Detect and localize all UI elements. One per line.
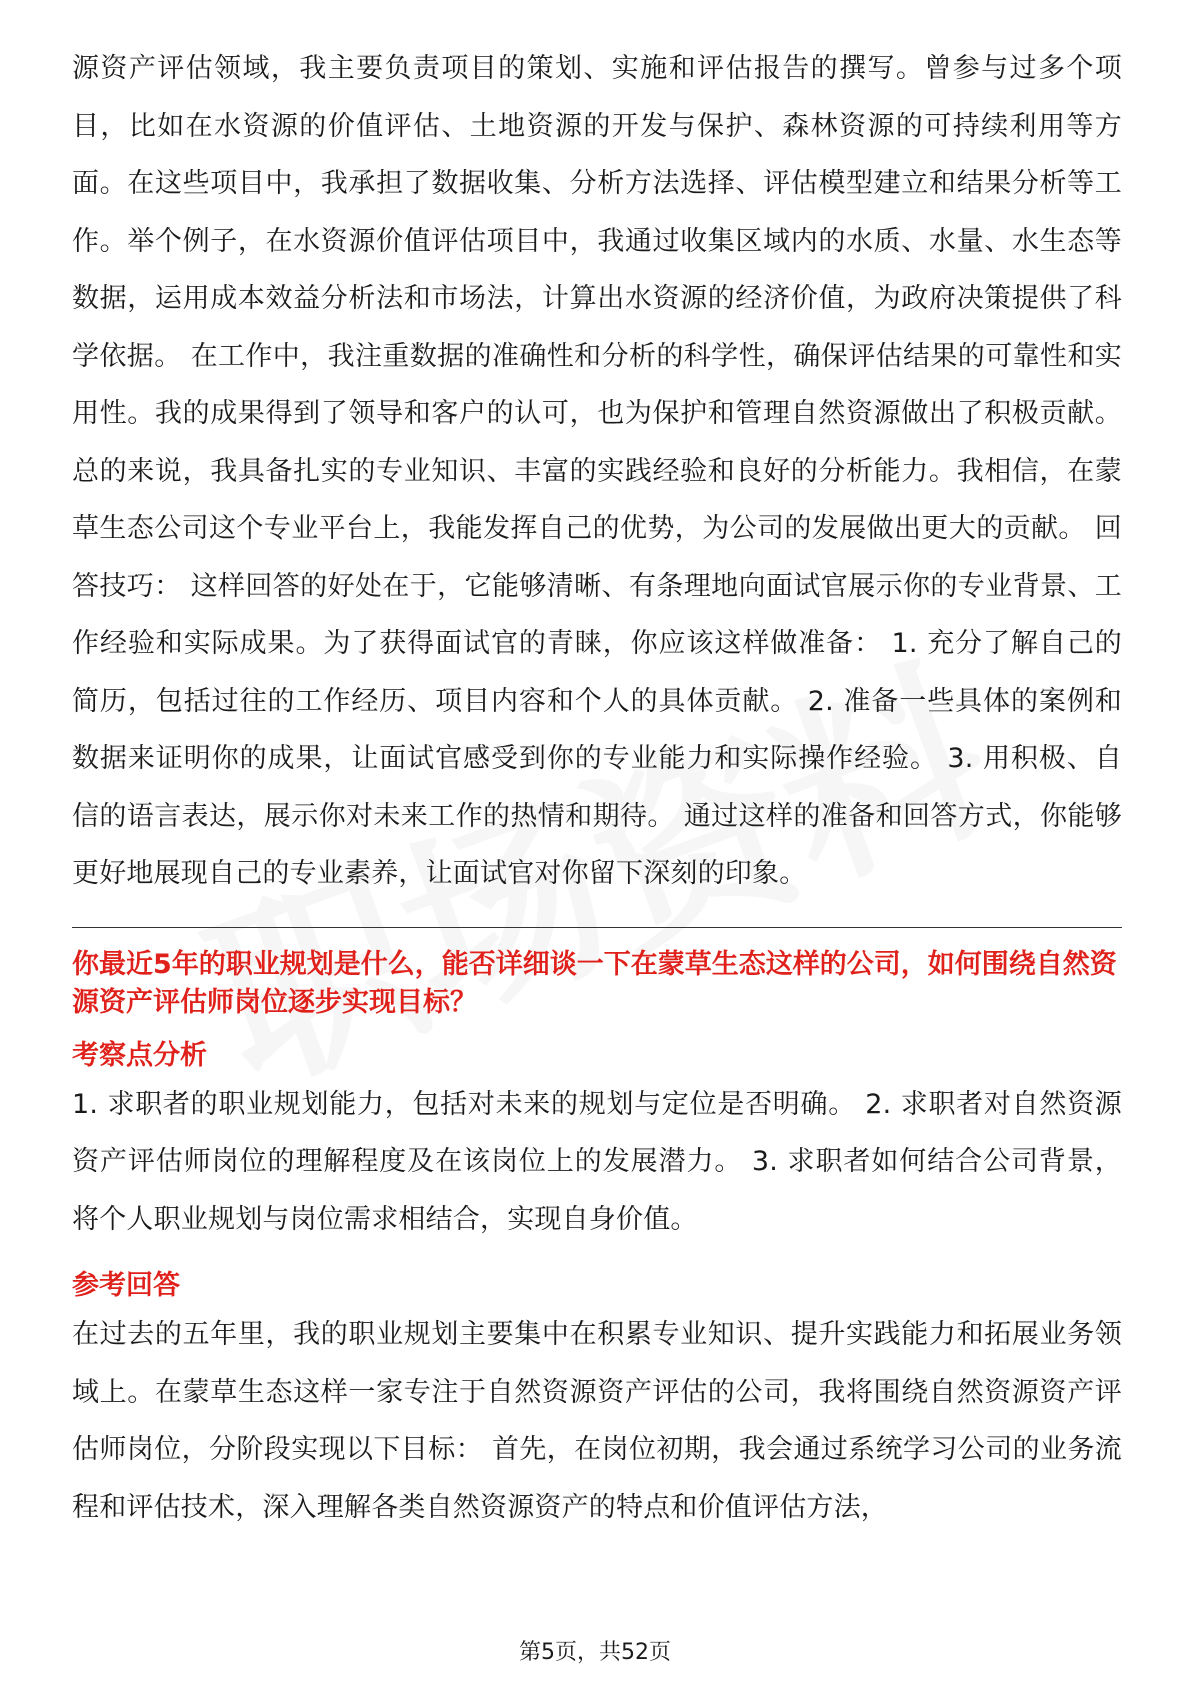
analysis-heading: 考察点分析 — [72, 1039, 207, 1071]
section-divider — [72, 927, 1122, 928]
answer-body: 在过去的五年里，我的职业规划主要集中在积累专业知识、提升实践能力和拓展业务领域上。在蒙草生态这样一家专注于自然资源资产评估的公司，我将围绕自然资源资产评估师岗位，分阶段实现以下目标： 首先，在岗位初期，我会通过系统学习公司的业务流程和评估技术，深入理解各类自然资源资产的特点和价值评估方法， — [72, 1319, 1122, 1523]
intro-paragraph: 源资产评估领域，我主要负责项目的策划、实施和评估报告的撰写。曾参与过多个项目，比如在水资源的价值评估、土地资源的开发与保护、森林资源的可持续利用等方面。在这些项目中，我承担了数据收集、分析方法选择、评估模型建立和结果分析等工作。举个例子，在水资源价值评估项目中，我通过收集区域内的水质、水量、水生态等数据，运用成本效益分析法和市场法，计算出水资源的经济价值，为政府决策提供了科学依据。 在工作中，我注重数据的准确性和分析的科学性，确保评估结果的可靠性和实用性。我的成果得到了领导和客户的认可，也为保护和管理自然资源做出了积极贡献。 总的来说，我具备扎实的专业知识、丰富的实践经验和良好的分析能力。我相信，在蒙草生态公司这个专业平台上，我能发挥自己的优势，为公司的发展做出更大的贡献。 回答技巧： 这样回答的好处在于，它能够清晰、有条理地向面试官展示你的专业背景、工作经验和实际成果。为了获得面试官的青睐，你应该这样做准备： 1. 充分了解自己的简历，包括过往的工作经历、项目内容和个人的具体贡献。 2. 准备一些具体的案例和数据来证明你的成果，让面试官感受到你的专业能力和实际操作经验。 3. 用积极、自信的语言表达，展示你对未来工作的热情和期待。 通过这样的准备和回答方式，你能够更好地展现自己的专业素养，让面试官对你留下深刻的印象。 — [72, 53, 1122, 889]
analysis-body: 1. 求职者的职业规划能力，包括对未来的规划与定位是否明确。 2. 求职者对自然资源资产评估师岗位的理解程度及在该岗位上的发展潜力。 3. 求职者如何结合公司背景，将个人职业规划与岗位需求相结合，实现自身价值。 — [72, 1088, 1122, 1235]
document-page — [72, 40, 1122, 1536]
answer-heading: 参考回答 — [72, 1270, 180, 1301]
page-number: 第5页，共52页 — [519, 1640, 671, 1665]
interview-question: 你最近5年的职业规划是什么，能否详细谈一下在蒙草生态这样的公司，如何围绕自然资源资产评估师岗位逐步实现目标？ — [72, 948, 1117, 1018]
